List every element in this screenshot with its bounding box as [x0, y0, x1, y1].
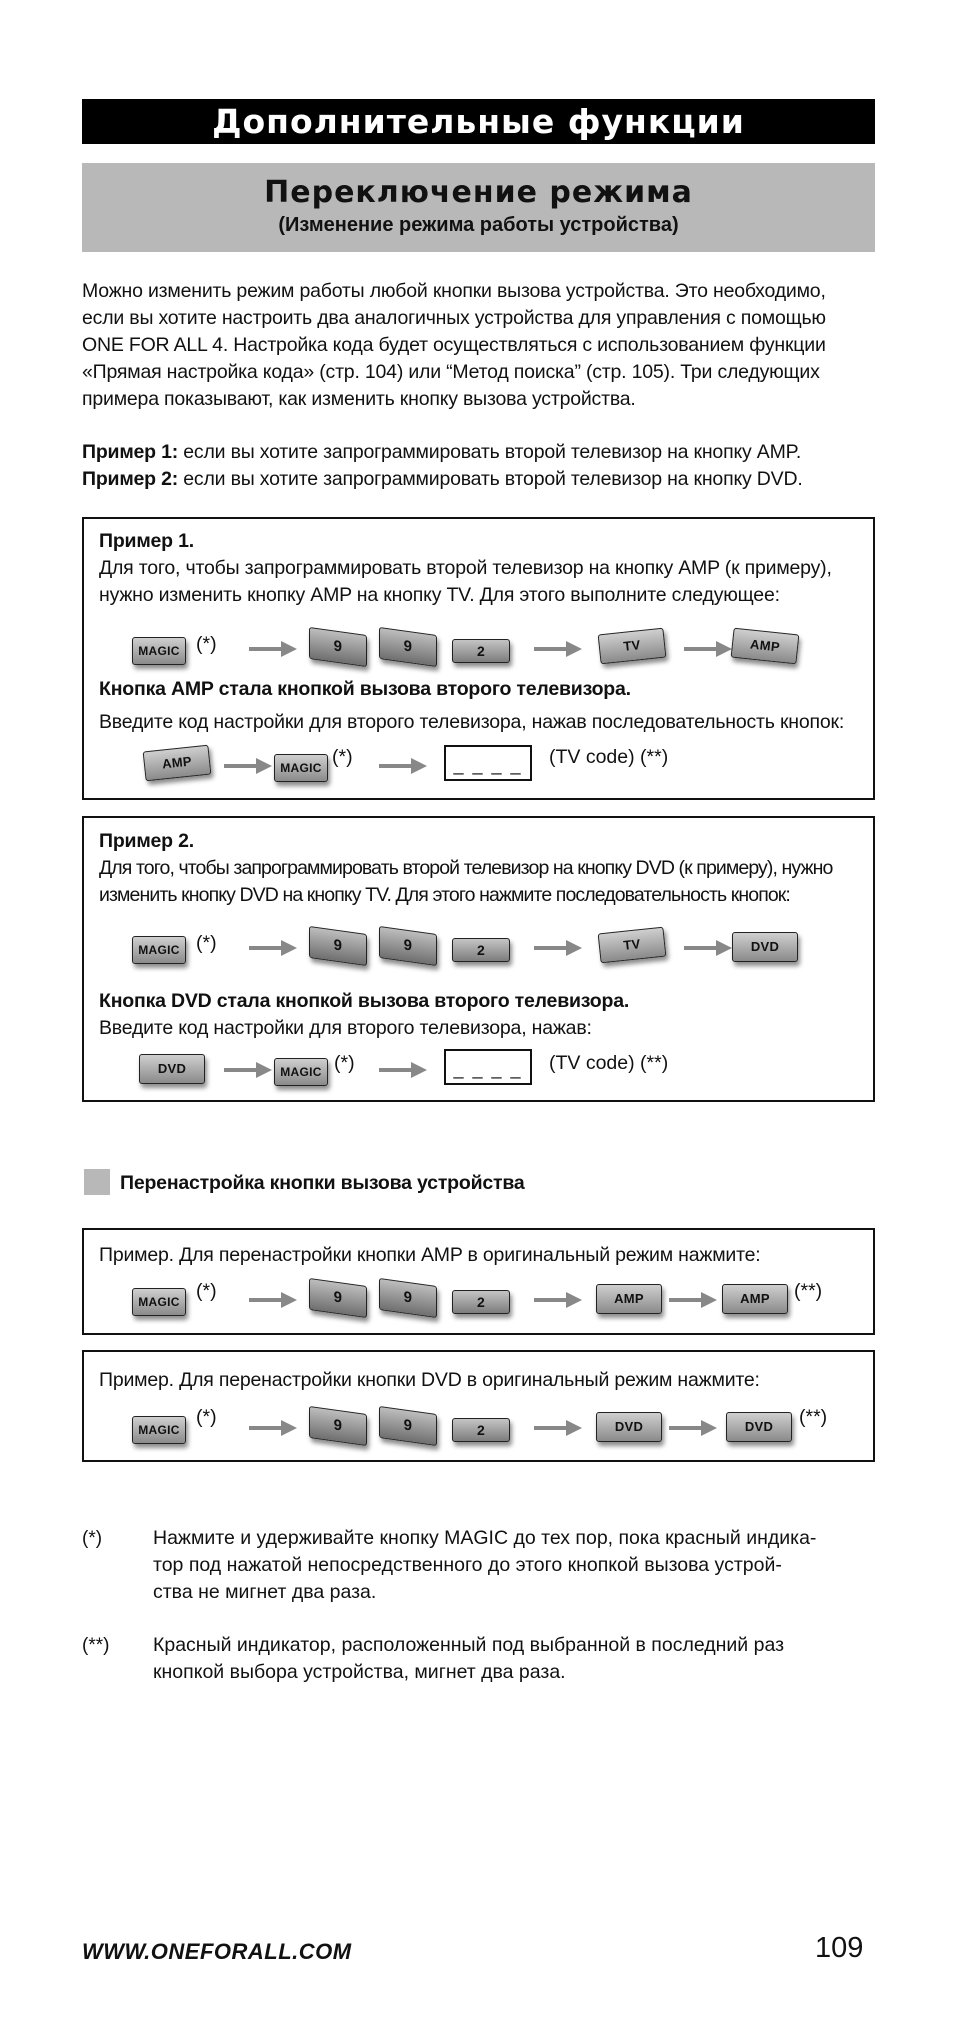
page-subtitle: (Изменение режима работы устройства)	[278, 214, 679, 236]
magic-key: MAGIC	[132, 1288, 186, 1316]
examples-list	[82, 439, 882, 493]
key-9: 9	[309, 627, 367, 667]
key-9: 9	[379, 1278, 437, 1318]
arrow-right-icon	[684, 639, 732, 659]
page-number: 109	[815, 1932, 864, 1964]
arrow-right-icon	[534, 1418, 582, 1438]
arrow-right-icon	[669, 1290, 717, 1310]
tv-key: TV	[598, 927, 667, 964]
dvd-key: DVD	[596, 1412, 662, 1442]
dvd-key: DVD	[139, 1054, 205, 1084]
key-sequence	[84, 625, 874, 679]
amp-key: AMP	[722, 1284, 788, 1314]
magic-key: MAGIC	[274, 1058, 328, 1086]
intro-line: Можно изменить режим работы любой кнопки вызова устройства. Это необходимо,	[82, 280, 826, 302]
example2-desc: изменить кнопку DVD на кнопку TV. Для этого нажмите последовательность кнопок:	[99, 884, 790, 906]
note-star: (*)	[334, 1052, 355, 1074]
example1-result: Кнопка AMP стала кнопкой вызова второго телевизора.	[99, 678, 631, 700]
amp-key: AMP	[596, 1284, 662, 1314]
key-9: 9	[379, 627, 437, 667]
dvd-key: DVD	[732, 932, 798, 962]
page-title: Переключение режима	[264, 175, 693, 210]
tv-code-field: _ _ _ _	[444, 1049, 532, 1085]
footnote-text: Нажмите и удерживайте кнопку MAGIC до тех пор, пока красный индика- тор под нажатой непосредственного до этого кнопкой вызова устрой- ства не мигнет два раза.	[153, 1527, 817, 1603]
example2-result: Кнопка DVD стала кнопкой вызова второго телевизора.	[99, 990, 630, 1012]
note-star: (*)	[196, 1280, 217, 1302]
arrow-right-icon	[249, 1418, 297, 1438]
key-9: 9	[309, 926, 367, 966]
reset-amp-box	[82, 1228, 875, 1335]
tv-key: TV	[598, 628, 667, 665]
intro-line: «Прямая настройка кода» (стр. 104) или “Метод поиска” (стр. 105). Три следующих	[82, 361, 820, 383]
example1-desc: нужно изменить кнопку AMP на кнопку TV. Для этого выполните следующее:	[99, 584, 780, 606]
intro-line: если вы хотите настроить два аналогичных устройства для управления с помощью	[82, 307, 826, 329]
note-star: (**)	[799, 1406, 828, 1428]
arrow-right-icon	[669, 1418, 717, 1438]
note-star: (**)	[794, 1280, 823, 1302]
arrow-right-icon	[379, 756, 427, 776]
key-9: 9	[379, 926, 437, 966]
tv-code-field: _ _ _ _	[444, 745, 532, 781]
key-9: 9	[309, 1278, 367, 1318]
example1-box	[82, 517, 875, 800]
key-9: 9	[379, 1406, 437, 1446]
example1-instruction: Введите код настройки для второго телевизора, нажав последовательность кнопок:	[99, 711, 845, 733]
footnote-mark: (**)	[82, 1635, 110, 1656]
reset-amp-text: Пример. Для перенастройки кнопки AMP в оригинальный режим нажмите:	[99, 1244, 761, 1266]
arrow-right-icon	[249, 938, 297, 958]
footnote-mark: (*)	[82, 1528, 103, 1549]
magic-key: MAGIC	[132, 1416, 186, 1444]
key-sequence	[84, 1276, 874, 1330]
example2-instruction: Введите код настройки для второго телевизора, нажав:	[99, 1017, 592, 1039]
arrow-right-icon	[534, 938, 582, 958]
arrow-right-icon	[379, 1060, 427, 1080]
footnote-text: Красный индикатор, расположенный под выбранной в последний раз кнопкой выбора устройства, мигнет два раза.	[153, 1634, 785, 1683]
example2-heading: Пример 2.	[99, 830, 194, 852]
arrow-right-icon	[249, 639, 297, 659]
intro-paragraph	[82, 278, 882, 413]
example2-box	[82, 816, 875, 1102]
code-sequence	[84, 740, 874, 794]
code-sequence	[84, 1046, 874, 1100]
arrow-right-icon	[684, 938, 732, 958]
note-star: (*)	[196, 633, 217, 655]
key-9: 9	[309, 1406, 367, 1446]
key-sequence	[84, 1404, 874, 1458]
arrow-right-icon	[534, 1290, 582, 1310]
title-panel	[82, 163, 875, 252]
key-2: 2	[452, 1418, 510, 1442]
arrow-right-icon	[249, 1290, 297, 1310]
reset-dvd-text: Пример. Для перенастройки кнопки DVD в оригинальный режим нажмите:	[99, 1369, 760, 1391]
example1-desc: Для того, чтобы запрограммировать второй телевизор на кнопку AMP (к примеру),	[99, 557, 832, 579]
note-star: (*)	[196, 1406, 217, 1428]
key-2: 2	[452, 1290, 510, 1314]
footer-url: WWW.ONEFORALL.COM	[82, 1939, 352, 1964]
amp-key: AMP	[143, 745, 212, 782]
key-sequence	[84, 924, 874, 978]
reset-dvd-box	[82, 1350, 875, 1462]
section-header: Дополнительные функции	[82, 99, 875, 144]
section-marker	[84, 1169, 110, 1195]
tv-code-label: (TV code) (**)	[549, 1052, 669, 1074]
amp-key: AMP	[731, 628, 800, 665]
example-summary: Пример 2: если вы хотите запрограммировать второй телевизор на кнопку DVD.	[82, 468, 803, 490]
intro-line: ONE FOR ALL 4. Настройка кода будет осуществляться с использованием функции	[82, 334, 826, 356]
arrow-right-icon	[534, 639, 582, 659]
key-2: 2	[452, 938, 510, 962]
intro-line: примера показывают, как изменить кнопку вызова устройства.	[82, 388, 636, 410]
reset-heading: Перенастройка кнопки вызова устройства	[120, 1172, 525, 1194]
magic-key: MAGIC	[132, 637, 186, 665]
note-star: (*)	[196, 932, 217, 954]
example-summary: Пример 1: если вы хотите запрограммировать второй телевизор на кнопку AMP.	[82, 441, 802, 463]
note-star: (*)	[332, 746, 353, 768]
magic-key: MAGIC	[274, 754, 328, 782]
magic-key: MAGIC	[132, 936, 186, 964]
example2-desc: Для того, чтобы запрограммировать второй телевизор на кнопку DVD (к примеру), нужно	[99, 857, 833, 879]
dvd-key: DVD	[726, 1412, 792, 1442]
example1-heading: Пример 1.	[99, 530, 194, 552]
tv-code-label: (TV code) (**)	[549, 746, 669, 768]
arrow-right-icon	[224, 756, 272, 776]
arrow-right-icon	[224, 1060, 272, 1080]
key-2: 2	[452, 639, 510, 663]
